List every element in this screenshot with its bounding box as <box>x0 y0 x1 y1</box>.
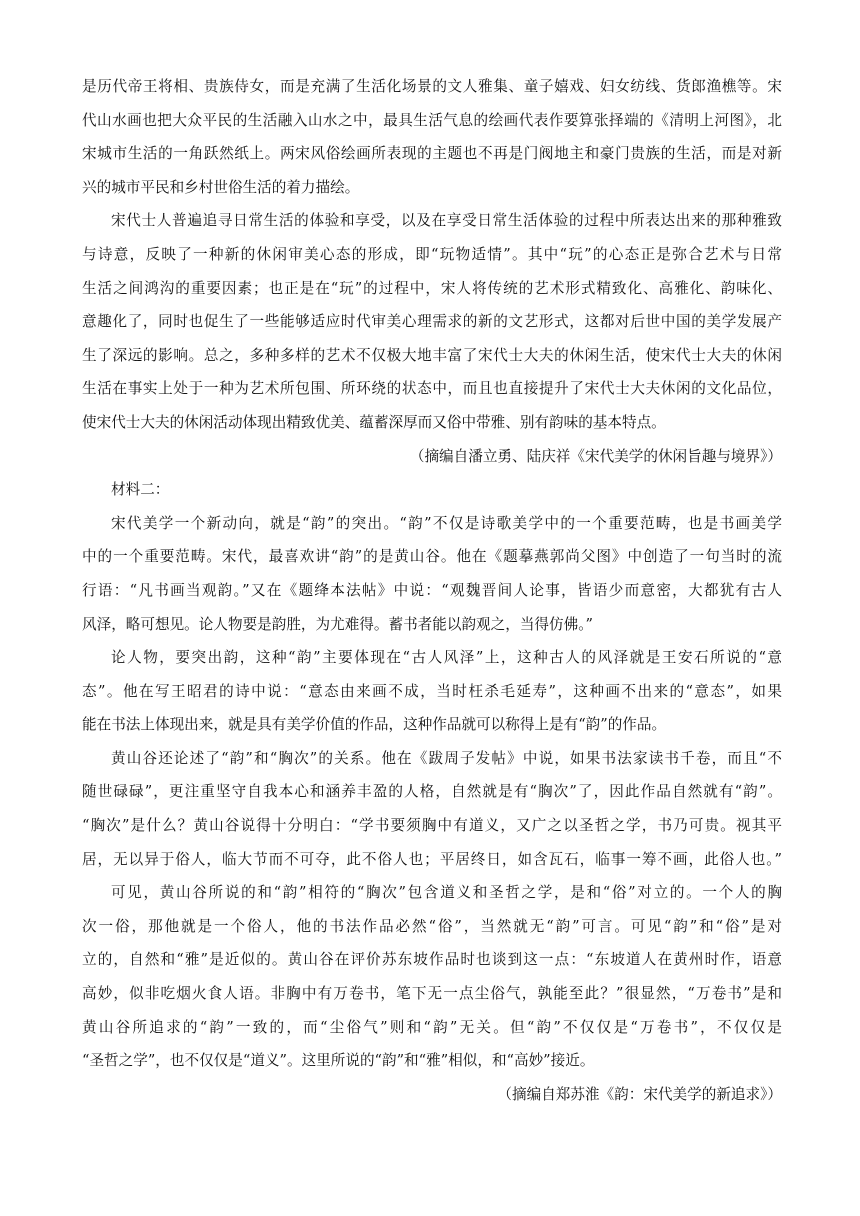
article-body <box>82 70 782 1111</box>
text-line: 中的一个重要范畴。宋代，最喜欢讲“韵”的是黄山谷。他在《题摹燕郭尚父图》中创造了一句当时的流 <box>82 548 782 566</box>
text-line: 态”。他在写王昭君的诗中说：“意态由来画不成，当时枉杀毛延寿”，这种画不出来的“意态”，如果 <box>82 682 782 700</box>
paragraph-start-line: 宋代士人普遍追寻日常生活的体验和享受，以及在享受日常生活体验的过程中所表达出来的那种雅致 <box>111 212 782 230</box>
text-line: 随世碌碌”，更注重坚守自我本心和涵养丰盈的人格，自然就是有“胸次”了，因此作品自然就有“韵”。 <box>82 783 782 801</box>
source-citation: （摘编自郑苏淮《韵：宋代美学的新追求》） <box>497 1085 782 1103</box>
text-line: 能在书法上体现出来，就是具有美学价值的作品，这种作品就可以称得上是有“韵”的作品。 <box>82 716 667 734</box>
text-line: 黄山谷所追求的“韵”一致的，而“尘俗气”则和“韵”无关。但“韵”不仅仅是“万卷书”，不仅仅是 <box>82 1018 782 1036</box>
text-line: 意趣化了，同时也促生了一些能够适应时代审美心理需求的新的文艺形式，这都对后世中国的美学发展产 <box>82 313 782 331</box>
paragraph-start-line: 宋代美学一个新动向，就是“韵”的突出。“韵”不仅是诗歌美学中的一个重要范畴，也是书画美学 <box>111 514 782 532</box>
paragraph-start-line: 黄山谷还论述了“韵”和“胸次”的关系。他在《跋周子发帖》中说，如果书法家读书千卷，而且“不 <box>111 749 782 767</box>
text-line: 兴的城市平民和乡村世俗生活的着力描绘。 <box>82 178 360 196</box>
text-line: 与诗意，反映了一种新的休闲审美心态的形成，即“玩物适情”。其中“玩”的心态正是弥合艺术与日常 <box>82 245 782 263</box>
text-line: 生活之间鸿沟的重要因素；也正是在“玩”的过程中，宋人将传统的艺术形式精致化、高雅化、韵味化、 <box>82 279 782 297</box>
text-line: 宋城市生活的一角跃然纸上。两宋风俗绘画所表现的主题也不再是门阀地主和豪门贵族的生活，而是对新 <box>82 145 782 163</box>
text-line: 立的，自然和“雅”是近似的。黄山谷在评价苏东坡作品时也谈到这一点：“东坡道人在黄州时作，语意 <box>82 951 782 969</box>
source-citation: （摘编自潘立勇、陆庆祥《宋代美学的休闲旨趣与境界》） <box>409 447 782 465</box>
section-heading: 材料二： <box>111 481 170 499</box>
text-line: 生了深远的影响。总之，多种多样的艺术不仅极大地丰富了宋代士大夫的休闲生活，使宋代士大夫的休闲 <box>82 346 782 364</box>
text-line: 高妙，似非吃烟火食人语。非胸中有万卷书，笔下无一点尘俗气，孰能至此？”很显然，“万卷书”是和 <box>82 985 782 1003</box>
text-line: 风泽，略可想见。论人物要是韵胜，为尤难得。蓄书者能以韵观之，当得仿佛。” <box>82 615 593 633</box>
text-line: 使宋代士大夫的休闲活动体现出精致优美、蕴蓄深厚而又俗中带雅、别有韵味的基本特点。 <box>82 413 666 431</box>
text-line: 代山水画也把大众平民的生活融入山水之中，最具生活气息的绘画代表作要算张择端的《清明上河图》，北 <box>82 111 782 129</box>
text-line: 行语：“凡书画当观韵。”又在《题绛本法帖》中说：“观魏晋间人论事，皆语少而意密，大都犹有古人 <box>82 581 782 599</box>
text-line: 次一俗，那他就是一个俗人，他的书法作品必然“俗”，当然就无“韵”可言。可见“韵”和“俗”是对 <box>82 917 782 935</box>
paragraph-start-line: 可见，黄山谷所说的和“韵”相符的“胸次”包含道义和圣哲之学，是和“俗”对立的。一个人的胸 <box>111 884 782 902</box>
text-line: “胸次”是什么？黄山谷说得十分明白：“学书要须胸中有道义，又广之以圣哲之学，书乃可贵。视其平 <box>82 817 782 835</box>
text-line: 是历代帝王将相、贵族侍女，而是充满了生活化场景的文人雅集、童子嬉戏、妇女纺线、货郎渔樵等。宋 <box>82 78 782 95</box>
text-line: 生活在事实上处于一种为艺术所包围、所环绕的状态中，而且也直接提升了宋代士大夫休闲的文化品位， <box>82 380 782 398</box>
paragraph-start-line: 论人物，要突出韵，这种“韵”主要体现在“古人风泽”上，这种古人的风泽就是王安石所说的“意 <box>111 649 782 667</box>
text-line: “圣哲之学”，也不仅仅是“道义”。这里所说的“韵”和“雅”相似，和“高妙”接近。 <box>82 1052 595 1070</box>
text-line: 居，无以异于俗人，临大节而不可夺，此不俗人也；平居终日，如含瓦石，临事一筹不画，此俗人也。” <box>82 850 782 868</box>
